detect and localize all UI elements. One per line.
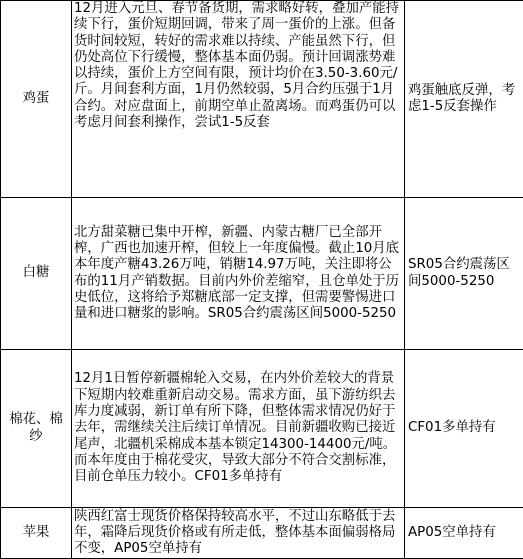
table-row-cotton	[1, 350, 523, 508]
analysis-text: 北方甜菜糖已集中开榨，新疆、内蒙古糖厂已全部开榨，广西也加速开榨，但较上一年度偏慢。截止10月底本年度产糖43.26万吨，销糖14.97万吨，关注即将公布的11月产销数据。目前内外价差缩窄，且仓单处于历史低位，这将给予郑糖底部一定支撑，但需要警惕进口量和进口糖浆的影响。SR05合约震荡区间5000-5250	[72, 198, 405, 350]
view-text: 鸡蛋触底反弹，考虑1-5反套操作	[405, 1, 523, 198]
view-text: SR05合约震荡区间5000-5250	[405, 198, 523, 350]
table-row-apple	[1, 508, 523, 559]
analysis-text: 12月进入元旦、春节备货期，需求略好转，叠加产能持续下行，蛋价短期回调，带来了周一蛋价的上涨。但备货时间较短，转好的需求难以持续、产能虽然下行，但仍处高位下行缓慢，整体基本面仍弱。预计回调涨势难以持续，蛋价上方空间有限，预计均价在3.50-3.60元/斤。月间套利方面，1月仍然较弱，5月合约压强于1月合约。对应盘面上，前期空单止盈离场。而鸡蛋仍可以考虑月间套利操作，尝试1-5反套	[72, 1, 405, 198]
view-text: CF01多单持有	[405, 350, 523, 508]
table-row-egg	[1, 1, 523, 198]
commodity-name: 白糖	[1, 198, 72, 350]
table-row-sugar	[1, 198, 523, 350]
analysis-text: 陕西红富士现货价格保持较高水平，不过山东略低于去年，霜降后现货价格或有所走低，整体基本面偏弱格局不变，AP05空单持有	[72, 508, 405, 559]
view-text: AP05空单持有	[405, 508, 523, 559]
commodity-name: 苹果	[1, 508, 72, 559]
commodity-name: 棉花、棉纱	[1, 350, 72, 508]
analysis-text: 12月1日暂停新疆棉轮入交易，在内外价差较大的背景下短期内较难重新启动交易。需求方面，虽下游纺织去库力度减弱，新订单有所下降，但整体需求情况仍好于去年，需继续关注后续订单情况。目前新疆收购已接近尾声，北疆机采棉成本基本锁定14300-14400元/吨。而本年度由于棉花受灾，导致大部分不符合交割标准，目前仓单压力较小。CF01多单持有	[72, 350, 405, 508]
commodity-name: 鸡蛋	[1, 1, 72, 198]
